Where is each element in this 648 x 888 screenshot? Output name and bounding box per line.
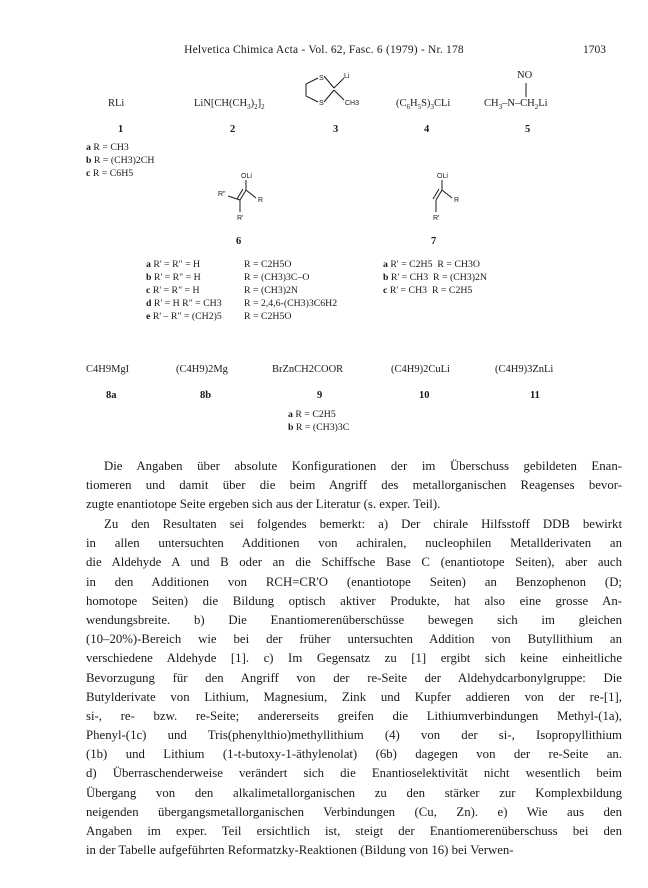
compound-number-5: 5: [525, 124, 531, 135]
paragraph-line: zugte enantiotope Seite ergeben sich aus der Literatur (s. exper. Teil).: [86, 497, 441, 512]
paragraph-line: d) Überraschenderweise verändert sich die Enantioselektivität nicht wesentlich beim: [86, 766, 622, 781]
paragraph-line: verschiedene Aldehyde [1]. c) Im Gegensatz zu [1] ergibt sich keine einheitliche: [86, 651, 622, 666]
compound-number-7: 7: [431, 236, 437, 247]
paragraph-line: in den Additionen von RCH=CR'O (enantiotope Seiten) an Benzophenon (D;: [86, 574, 622, 589]
compound-10-formula: (C4H9)2CuLi: [391, 364, 450, 375]
paragraph-results: [86, 515, 622, 860]
label-b: b: [86, 155, 92, 166]
paragraph-line: die Aldehyde A und B oder an die Schiffsche Base C (enantiotope Seiten), aber auch: [86, 555, 622, 570]
list1-item-b: R = (CH3)2CH: [93, 155, 155, 166]
substituent-list-9: a R = C2H5 b R = (CH3)3C: [288, 409, 350, 433]
paragraph-line: wendungsbreite. b) Die Enantiomerenüberschüsse bewegen sich im gleichen: [86, 612, 622, 627]
compound-number-4: 4: [424, 124, 430, 135]
substituent-list-1: [86, 141, 154, 180]
compound-5-formula: $CH_3-N-CH_2Li$: [484, 98, 548, 112]
paragraph-line: Zu den Resultaten sei folgendes bemerkt: a) Der chirale Hilfsstoff DDB bewirkt: [104, 517, 622, 531]
paragraph-line: Butylderivate von Lithium, Magnesium, Zink und Kupfer addieren von der re-[1],: [86, 689, 622, 704]
paragraph-line: homotope Seiten) die Bildung optisch aktiver Produkte, hat also eine grosse An-: [86, 593, 622, 608]
paragraph-line: Bevorzugung für den Angriff von der re-Seite der Aldehydcarbonylgruppe: Die: [86, 670, 622, 685]
enolate-7-oli-label: OLi: [437, 173, 448, 180]
enolate-6-r1-label: R': [237, 215, 244, 222]
paragraph-line: neigenden übergangsmetallorganischen Verbindungen (Cu, Zn). e) Wie aus den: [86, 804, 622, 819]
compound-9-formula: BrZnCH2COOR: [272, 364, 344, 375]
list1-item-c: R = C6H5: [92, 168, 134, 179]
enolate-6-oli-label: OLi: [241, 173, 252, 180]
compound-number-8a: 8a: [106, 390, 117, 401]
enolate-7-structure: [418, 168, 478, 228]
page-number: 1703: [583, 44, 606, 56]
dithiane-s-top-label: S: [319, 75, 324, 82]
enolate-7-r1-label: R': [433, 215, 440, 222]
substituent-list-6-left: a R' = R" = H b R' = R" = H c R' = R" = H d R' = H R" = CH3 e R' – R" = (CH2)5: [146, 259, 222, 322]
enolate-7-r-label: R: [454, 197, 460, 204]
substituent-list-6-right: R = C2H5O R = (CH3)3C–O R = (CH3)2N R = 2,4,6-(CH3)3C6H2 R = C2H5O: [244, 259, 338, 322]
compound-2-formula: $LiN[CH(CH_3)_2]_2$: [194, 98, 265, 112]
paragraph-absolute-configurations: [86, 457, 622, 515]
paragraph-line: Phenyl-(1c) und Tris(phenylthio)methyllithium (4) von der si-, Isopropyllithium: [86, 728, 622, 743]
paragraph-line: Die Angaben über absolute Konfigurationen der im Überschuss gebildeten Enan-: [104, 459, 622, 473]
compound-5-bond: [523, 83, 529, 99]
paragraph-line: (10–20%)-Bereich wie bei der früher untersuchten Addition von Butyllithium an: [86, 632, 622, 647]
enolate-6-structure: [218, 168, 282, 228]
label-a: a: [86, 142, 91, 153]
paragraph-line: si-, re- bzw. re-Seite; andererseits greifen die Lithiumverbindungen Methyl-(1a),: [86, 708, 622, 723]
compound-number-9: 9: [317, 390, 323, 401]
compound-number-8b: 8b: [200, 390, 212, 401]
compound-number-3: 3: [333, 124, 339, 135]
dithiane-s-bottom-label: S: [319, 100, 324, 107]
enolate-6-r2-label: R": [218, 191, 226, 198]
compound-number-1: 1: [118, 124, 124, 135]
dithiane-li-label: Li: [344, 73, 350, 80]
paragraph-line: (1b) und Lithium (1-t-butoxy-1-äthylenolat) (6b) dagegen von der re-Seite an.: [86, 747, 622, 762]
paragraph-line: in der Tabelle aufgeführten Reformatzky-Reaktionen (Bildung von 16) bei Verwen-: [86, 843, 514, 858]
compound-number-6: 6: [236, 236, 242, 247]
compound-11-formula: (C4H9)3ZnLi: [495, 364, 554, 375]
enolate-6-r-label: R: [258, 197, 264, 204]
paragraph-line: Angaben im exper. Teil ersichtlich ist, steigt der Enantiomerenüberschuss bei den: [86, 824, 622, 838]
compound-3-structure: [296, 62, 386, 112]
compound-number-10: 10: [419, 390, 430, 401]
compound-5-no-group: NO: [517, 70, 533, 81]
list1-item-a: R = CH3: [93, 142, 129, 153]
compound-number-11: 11: [530, 390, 540, 401]
dithiane-ch3-label: CH3: [345, 100, 360, 107]
compound-1-formula: RLi: [108, 98, 125, 109]
label-c: c: [86, 168, 91, 179]
compound-number-2: 2: [230, 124, 236, 135]
running-header: Helvetica Chimica Acta - Vol. 62, Fasc. 6 (1979) - Nr. 178: [184, 44, 464, 56]
compound-8b-formula: (C4H9)2Mg: [176, 364, 228, 375]
paragraph-line: in allen untersuchten Additionen von achiralen, nucleophilen Metallderivaten an: [86, 536, 622, 551]
paragraph-line: Übergang von den alkalimetallorganischen zu den stärker zur Komplexbildung: [86, 785, 622, 800]
compound-8a-formula: C4H9MgI: [86, 364, 130, 375]
paragraph-line: tiomeren und damit über die beim Angriff des metallorganischen Reagenses bevor-: [86, 478, 622, 493]
substituent-list-7: a R' = C2H5 R = CH3O b R' = CH3 R = (CH3)2N c R' = CH3 R = C2H5: [383, 259, 488, 296]
compound-4-formula: $(C_6H_5S)_3CLi$: [396, 98, 451, 112]
